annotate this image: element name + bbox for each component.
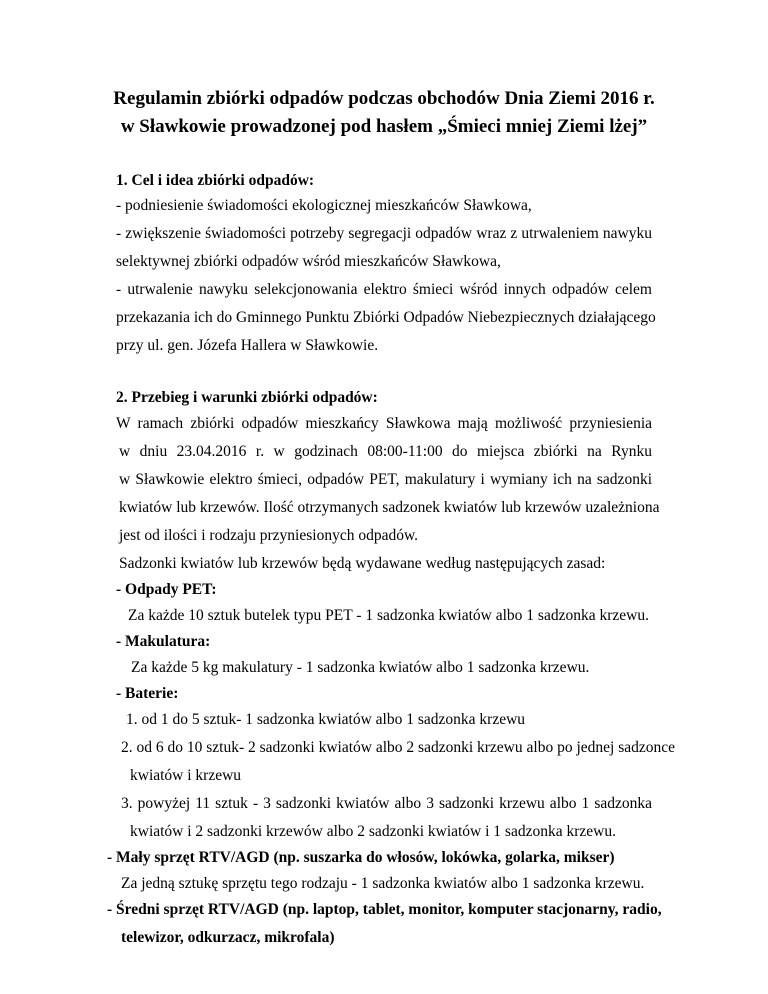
section-2-line: w Sławkowie elektro śmieci, odpadów PET, makulatury i wymiany ich na sadzonki [119, 471, 652, 488]
rule-medium-rtv-heading: - Średni sprzęt RTV/AGD (np. laptop, tablet, monitor, komputer stacjonarny, radio, [107, 901, 662, 918]
section-2-heading: 2. Przebieg i warunki zbiórki odpadów: [116, 389, 378, 406]
rule-paper-heading: - Makulatura: [116, 633, 211, 650]
section-2-line: kwiatów lub krzewów. Ilość otrzymanych sadzonek kwiatów lub krzewów uzależniona [119, 499, 660, 516]
section-1-line: przy ul. gen. Józefa Hallera w Sławkowie. [116, 337, 379, 354]
rule-paper-text: Za każde 5 kg makulatury - 1 sadzonka kwiatów albo 1 sadzonka krzewu. [131, 659, 590, 676]
section-1-line: - zwiększenie świadomości potrzeby segregacji odpadów wraz z utrwaleniem nawyku [116, 225, 652, 242]
rule-battery-item: kwiatów i 2 sadzonki krzewów albo 2 sadzonki kwiatów i 1 sadzonka krzewu. [130, 823, 616, 840]
rule-battery-item: 1. od 1 do 5 sztuk- 1 sadzonka kwiatów albo 1 sadzonka krzewu [126, 711, 526, 728]
section-2-line: w dniu 23.04.2016 r. w godzinach 08:00-11:00 do miejsca zbiórki na Rynku [119, 443, 652, 460]
rule-battery-heading: - Baterie: [116, 685, 179, 702]
rule-battery-item: 2. od 6 do 10 sztuk- 2 sadzonki kwiatów albo 2 sadzonki krzewu albo po jednej sadzonce [121, 739, 675, 756]
rule-pet-text: Za każde 10 sztuk butelek typu PET - 1 sadzonka kwiatów albo 1 sadzonka krzewu. [128, 607, 649, 624]
section-2-line: W ramach zbiórki odpadów mieszkańcy Sławkowa mają możliwość przyniesienia [116, 415, 652, 432]
section-1-line: - utrwalenie nawyku selekcjonowania elektro śmieci wśród innych odpadów celem [116, 281, 652, 298]
rule-battery-item: kwiatów i krzewu [130, 767, 242, 784]
rule-small-rtv-text: Za jedną sztukę sprzętu tego rodzaju - 1 sadzonka kwiatów albo 1 sadzonka krzewu. [121, 875, 645, 892]
section-2-line: jest od ilości i rodzaju przyniesionych odpadów. [119, 527, 419, 544]
section-1-heading: 1. Cel i idea zbiórki odpadów: [116, 172, 315, 189]
rule-medium-rtv-heading: telewizor, odkurzacz, mikrofala) [121, 929, 335, 946]
document-title-line-1: Regulamin zbiórki odpadów podczas obchodów Dnia Ziemi 2016 r. [113, 88, 655, 109]
rule-battery-item: 3. powyżej 11 sztuk - 3 sadzonki kwiatów albo 3 sadzonki krzewu albo 1 sadzonka [121, 795, 652, 812]
section-1-line: przekazania ich do Gminnego Punktu Zbiórki Odpadów Niebezpiecznych działającego [116, 309, 656, 326]
rule-small-rtv-heading: - Mały sprzęt RTV/AGD (np. suszarka do włosów, lokówka, golarka, mikser) [107, 849, 615, 866]
section-1-line: selektywnej zbiórki odpadów wśród mieszkańców Sławkowa, [116, 253, 501, 270]
document-title-line-2: w Sławkowie prowadzonej pod hasłem „Śmieci mniej Ziemi lżej” [120, 116, 648, 137]
section-1-line: - podniesienie świadomości ekologicznej mieszkańców Sławkowa, [116, 197, 532, 214]
section-2-line: Sadzonki kwiatów lub krzewów będą wydawane według następujących zasad: [119, 555, 606, 572]
rule-pet-heading: - Odpady PET: [116, 581, 217, 598]
